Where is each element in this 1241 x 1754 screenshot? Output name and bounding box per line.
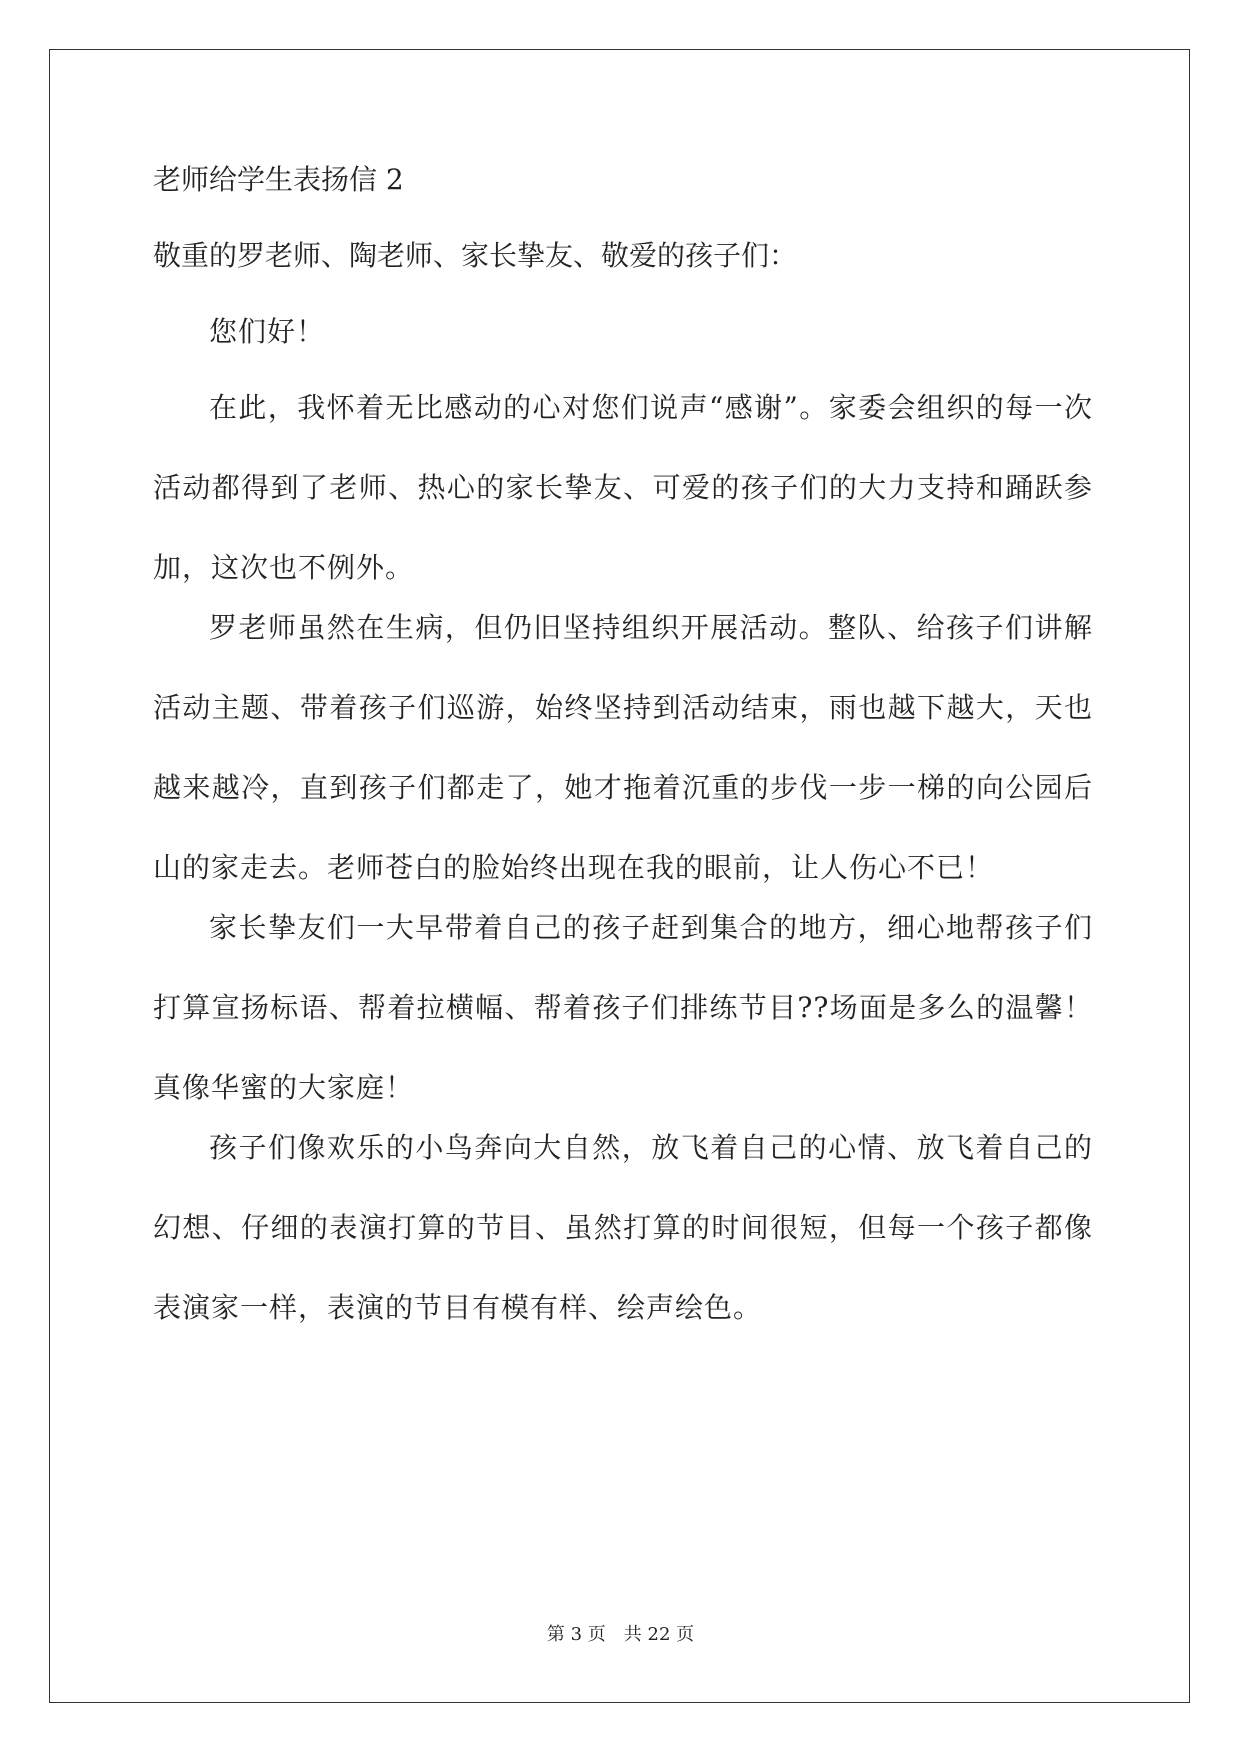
salutation: 敬重的罗老师、陶老师、家长挚友、敬爱的孩子们： (153, 239, 798, 272)
paragraph-thanks: 在此，我怀着无比感动的心对您们说声“感谢”。家委会组织的每一次活动都得到了老师、热心的家长挚友、可爱的孩子们的大力支持和踊跃参加，这次也不例外。 (153, 391, 1093, 584)
paragraph-greeting: 您们好！ (209, 315, 326, 348)
paragraph-parents: 家长挚友们一大早带着自己的孩子赶到集合的地方，细心地帮孩子们打算宣扬标语、帮着拉横幅、帮着孩子们排练节目??场面是多么的温馨！真像华蜜的大家庭！ (153, 911, 1093, 1104)
paragraph-children: 孩子们像欢乐的小鸟奔向大自然，放飞着自己的心情、放飞着自己的幻想、仔细的表演打算的节目、虽然打算的时间很短，但每一个孩子都像表演家一样，表演的节目有模有样、绘声绘色。 (153, 1131, 1093, 1324)
page-number: 第 3 页 共 22 页 (546, 1624, 695, 1645)
document-title: 老师给学生表扬信 2 (153, 163, 404, 196)
document-body (153, 160, 1093, 1348)
paragraph-teacher: 罗老师虽然在生病，但仍旧坚持组织开展活动。整队、给孩子们讲解活动主题、带着孩子们巡游，始终坚持到活动结束，雨也越下越大，天也越来越冷，直到孩子们都走了，她才拖着沉重的步伐一步一梯的向公园后山的家走去。老师苍白的脸始终出现在我的眼前，让人伤心不已！ (153, 611, 1093, 884)
